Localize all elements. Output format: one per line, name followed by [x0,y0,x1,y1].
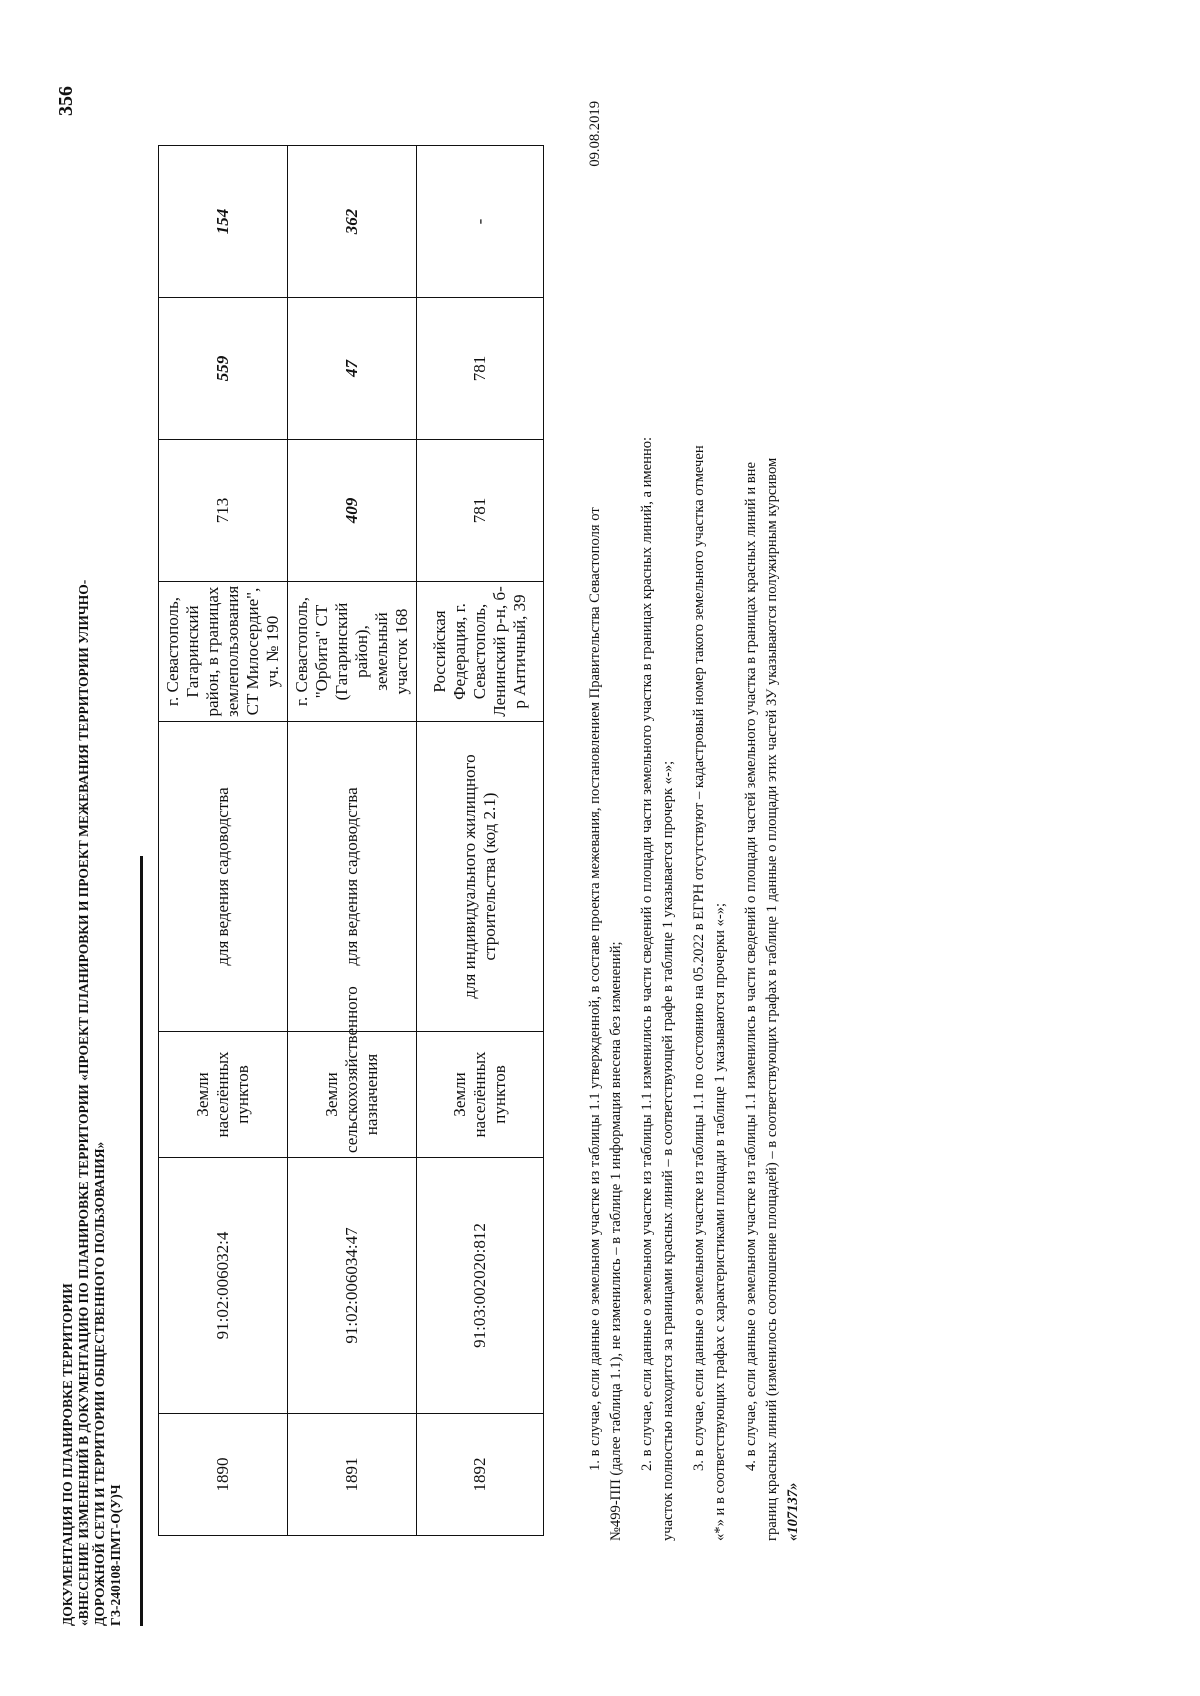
page-number: 356 [55,86,77,116]
note-1-text: 1. в случае, если данные о земельном участке из таблицы 1.1 утвержденной, в составе проекта межевания, постановлением Правительства Севастополя от [587,507,603,1471]
address: Российская Федерация, г. Севастополь, Ленинский р-н, б-р Античный, 39 [417,582,544,722]
note-4-example: «107137» [785,1482,801,1541]
area-within-red-lines: 559 [159,298,288,440]
address: г. Севастополь, Гагаринский район, в границах землепользования СТ Милосердие", уч. № 190 [159,582,288,722]
table-row [417,146,544,1536]
area-egrn: 409 [288,440,417,582]
cadastral-number: 91:03:002020:812 [417,1158,544,1414]
area-within-red-lines: 47 [288,298,417,440]
note-1-continued: №499-ПП (далее таблица 1.1), не изменились – в таблице 1 информация внесена без изменений; [608,941,624,1541]
header-line-4: ГЗ-240108-ПМТ-О(У)Ч [108,1484,123,1626]
notes-section [585,101,804,1541]
land-category: Земли населённых пунктов [417,1032,544,1158]
note-3-continued: «*» и в соответствующих графах с характеристиками площади в таблице 1 указываются прочерки «-»; [712,902,728,1541]
note-2-continued: участок полностью находится за границами красных линий – в соответствующей графе в таблице 1 указывается прочерк «-»; [660,760,676,1541]
header-rule [140,856,143,1626]
land-category: Земли населённых пунктов [159,1032,288,1158]
header-line-3: ДОРОЖНОЙ СЕТИ И ТЕРРИТОРИИ ОБЩЕСТВЕННОГО ПОЛЬЗОВАНИЯ» [92,1141,107,1626]
area-outside-red-lines: 362 [288,146,417,298]
table-row [159,146,288,1536]
note-4: 4. в случае, если данные о земельном участке из таблицы 1.1 изменились в части сведений о площади частей земельного участка в границах красных линий и вне [743,462,759,1471]
address: г. Севастополь, "Орбита" СТ (Гагаринский район), земельный участок 168 [288,582,417,722]
note-4-continued: границ красных линий (изменилось соотношение площадей) – в соответствующих графах в таблице 1 данные о площади этих частей ЗУ указываются полужирным курсивом [764,457,780,1541]
document-header [60,579,124,1626]
area-outside-red-lines: - [417,146,544,298]
permitted-use: для ведения садоводства [288,722,417,1032]
land-category: Земли сельскохозяйственного назначения [288,1032,417,1158]
table-row [288,146,417,1536]
area-outside-red-lines: 154 [159,146,288,298]
permitted-use: для индивидуального жилищного строительства (код 2.1) [417,722,544,1032]
cadastral-number: 91:02:006032:4 [159,1158,288,1414]
note-3: 3. в случае, если данные о земельном участке из таблицы 1.1 по состоянию на 05.2022 в ЕГРН отсутствуют – кадастровый номер такого земельного участка отмечен [691,445,707,1471]
land-plots-table [158,145,544,1536]
row-number: 1892 [417,1414,544,1536]
area-within-red-lines: 781 [417,298,544,440]
note-2: 2. в случае, если данные о земельном участке из таблицы 1.1 изменились в части сведений о площади части земельного участка в границах красных линий, а именно: [639,436,655,1471]
note-1-date: 09.08.2019 [587,101,603,167]
row-number: 1891 [288,1414,417,1536]
note-1 [585,101,606,1541]
permitted-use: для ведения садоводства [159,722,288,1032]
cadastral-number: 91:02:006034:47 [288,1158,417,1414]
row-number: 1890 [159,1414,288,1536]
area-egrn: 713 [159,440,288,582]
header-line-2: «ВНЕСЕНИЕ ИЗМЕНЕНИЙ В ДОКУМЕНТАЦИЮ ПО ПЛАНИРОВКЕ ТЕРРИТОРИИ «ПРОЕКТ ПЛАНИРОВКИ И ПРОЕКТ МЕЖЕВАНИЯ ТЕРРИТОРИИ УЛИЧНО- [76,579,91,1626]
header-line-1: ДОКУМЕНТАЦИЯ ПО ПЛАНИРОВКЕ ТЕРРИТОРИИ [60,1283,75,1626]
area-egrn: 781 [417,440,544,582]
